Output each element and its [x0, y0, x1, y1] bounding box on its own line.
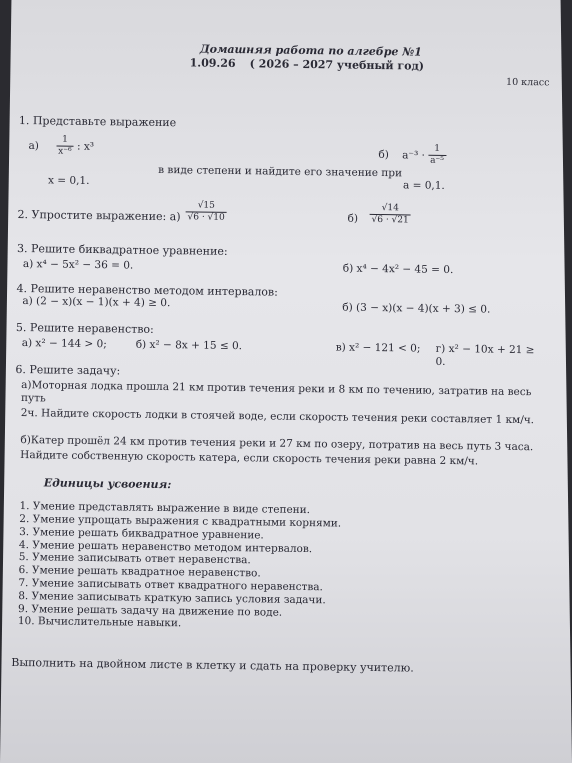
units-item: 7. Умение записывать ответ квадратного неравенства.: [18, 576, 323, 594]
task2-a-fraction: [185, 200, 227, 224]
task1-b-head: a⁻³ ·: [402, 148, 425, 162]
units-item: 9. Умение решать задачу на движение по воде.: [17, 602, 283, 619]
units-item: 5. Умение записывать ответ неравенства.: [18, 551, 251, 567]
units-item: 8. Умение записывать краткую запись условия задачи.: [18, 589, 326, 607]
task1-values: [18, 162, 548, 199]
task1-a-numerator: 1: [56, 134, 74, 146]
task1-a-value: a = 0,1.: [402, 179, 445, 192]
class-label: 10 класс: [505, 76, 550, 89]
task2-a-denominator: √6 · √10: [187, 212, 225, 223]
task2-a-numerator: √15: [186, 200, 227, 213]
task1-x-value: x = 0,1.: [47, 174, 90, 187]
task2-b-denominator: √6 · √21: [371, 214, 409, 226]
units-item: 2. Умение упрощать выражения с квадратными корнями.: [19, 512, 342, 530]
task5-a: а) x² − 144 > 0;: [21, 337, 107, 351]
task2-b-fraction: [369, 203, 411, 227]
task1-a-fraction: [56, 134, 74, 158]
units-item: 4. Умение решать неравенство методом интервалов.: [18, 538, 313, 555]
task2: [17, 196, 548, 243]
task1-a: [28, 134, 94, 158]
task3-a: а) x⁴ − 5x² − 36 = 0.: [22, 257, 134, 272]
task2-b-frac-wrap: [369, 203, 411, 227]
units-item: 10. Вычислительные навыки.: [17, 615, 182, 630]
task1-a-denominator: x⁻⁶: [58, 146, 72, 157]
task2-b-label: б): [347, 212, 359, 225]
document-page: [11, 40, 550, 677]
task1-b-label: б): [378, 148, 389, 161]
task4-a: а) (2 − x)(x − 1)(x + 4) ≥ 0.: [22, 295, 171, 310]
task6-a-line2: 2ч. Найдите скорость лодки в стоячей воде, если скорость течения реки составляет 1 км/ч.: [20, 407, 535, 427]
units-item: 3. Умение решать биквадратное уравнение.: [19, 525, 264, 542]
task1-mid-text: в виде степени и найдите его значение при: [158, 163, 403, 180]
task4-b: б) (3 − x)(x − 4)(x + 3) ≤ 0.: [342, 301, 491, 316]
task1-b-numerator: 1: [428, 143, 446, 155]
units-heading: Единицы усвоения:: [43, 476, 172, 492]
task3-b: б) x⁴ − 4x² − 45 = 0.: [342, 262, 454, 276]
task2-a-frac-wrap: [185, 200, 227, 224]
task1-b-fraction: [428, 143, 446, 167]
task5-title: 5. Решите неравенство:: [15, 321, 154, 337]
units-list: [12, 500, 544, 635]
task1-a-tail: : x³: [76, 140, 95, 153]
task2-b-numerator: √14: [370, 203, 411, 216]
task2-title: 2. Упростите выражение: а): [17, 207, 181, 224]
task1-b: [378, 143, 446, 167]
task1-title: 1. Представьте выражение: [18, 113, 177, 130]
footer-instruction: Выполнить на двойном листе в клетку и сдать на проверку учителю.: [11, 656, 414, 675]
task1-b-denominator: a⁻⁵: [430, 155, 444, 166]
units-item: 6. Умение решать квадратное неравенство.: [18, 564, 261, 580]
units-item: 1. Умение представлять выражение в виде степени.: [19, 500, 311, 517]
document-title: Домашняя работа по алгебре №1: [199, 42, 422, 59]
document-date: 1.09.26: [189, 56, 236, 71]
document-header: [19, 40, 550, 107]
task4-title: 4. Решите неравенство методом интервалов:: [16, 281, 278, 299]
task5-c: в) x² − 121 < 0;: [335, 341, 421, 355]
task1-a-label: а): [28, 139, 39, 152]
task6-b-line1: б)Катер прошёл 24 км против течения реки и 27 км по озеру, потратив на весь путь 3 часа.: [20, 434, 534, 454]
task5-b: б) x² − 8x + 15 ≤ 0.: [135, 338, 243, 353]
task6-a-line1: а)Моторная лодка прошла 21 км против течения реки и 8 км по течению, затратив на весь путь: [20, 378, 532, 405]
task6-b-line2: Найдите собственную скорость катера, если скорость течения реки равна 2 км/ч.: [20, 449, 479, 468]
school-year: ( 2026 – 2027 учебный год): [249, 57, 425, 73]
task3-title: 3. Решите биквадратное уравнение:: [17, 241, 228, 258]
task6-title: 6. Решите задачу:: [15, 362, 121, 378]
task5-d: г) x² − 10x + 21 ≥ 0.: [435, 342, 535, 369]
